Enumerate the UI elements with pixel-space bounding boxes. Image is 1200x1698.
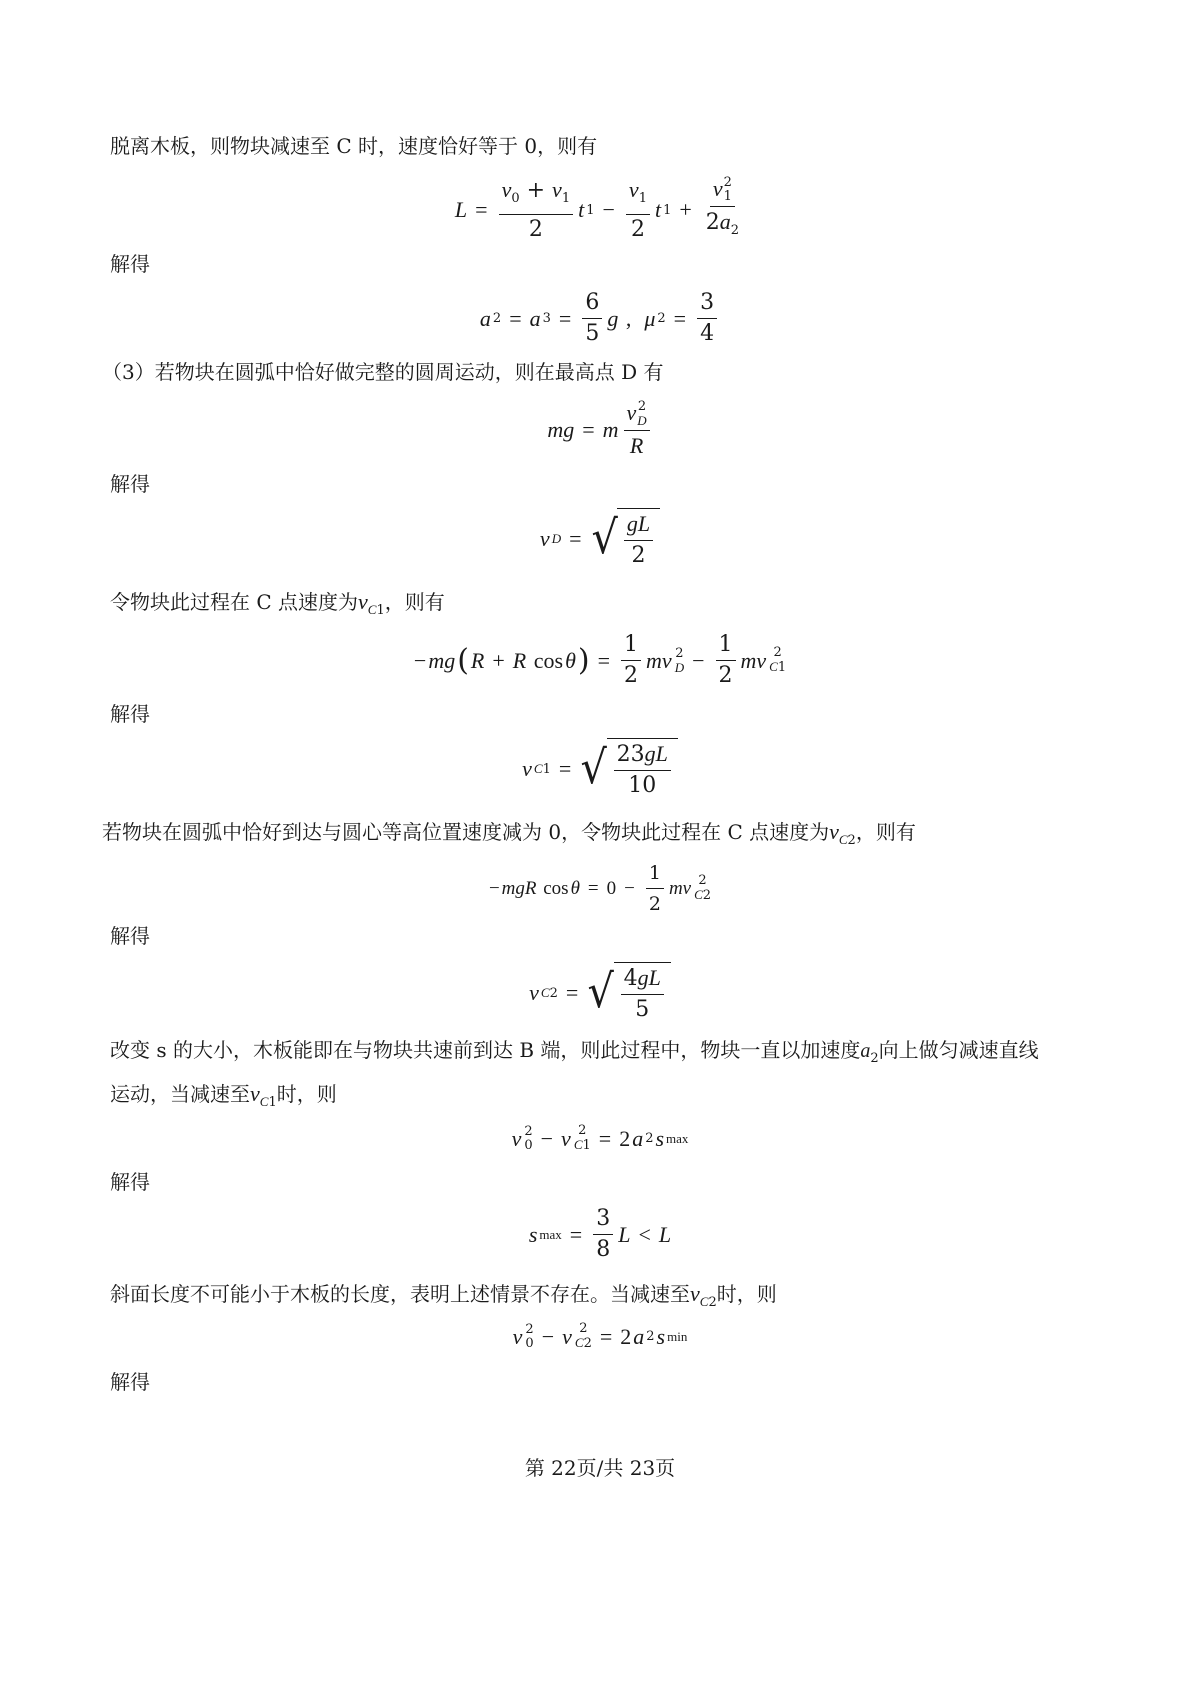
equation-smin: v 2 0 − v 2 C2 = 2 a 2 s min (512, 1321, 688, 1351)
equation-vd-result: v D = √ $\frac{gL}{2}$ (0, 508, 1200, 569)
equation-vc1-result: v C1 = √ $\frac{23gL}{10}$ (0, 738, 1200, 799)
paragraph-4: 解得 (110, 472, 150, 496)
paragraph-2: 解得 (110, 252, 150, 276)
paragraph-12: 斜面长度不可能小于木板的长度，表明上述情景不存在。当减速至$v_{C2}$时，则 (110, 1281, 777, 1310)
paragraph-3: （3）若物块在圆弧中恰好做完整的圆周运动，则在最高点 D 有 (102, 360, 664, 384)
paragraph-5-text-b: ，则有 (384, 590, 445, 614)
paragraph-13: 解得 (110, 1370, 150, 1394)
paragraph-10: 运动，当减速至$v_{C1}$时，则 (110, 1081, 337, 1110)
equation-acceleration-result: a 2 = a 3 = $\frac{6}{5}$ g , μ 2 = $\frac{3}{4}$ (0, 290, 1200, 347)
paragraph-9-text-b: 向上做匀减速直线 (878, 1038, 1039, 1062)
equation-board-length: L = $\frac{v_0 + v_1}{2}$ t 1 − $\frac{v_1}{2}$ t 1 + v 2 1 $2a_2$ (454, 175, 740, 242)
paragraph-11: 解得 (110, 1170, 150, 1194)
paragraph-5: 令物块此过程在 C 点速度为$v_{C1}$，则有 (110, 589, 445, 618)
page-footer: 第 22页/共 23页 (524, 1456, 676, 1480)
paragraph-7-text-b: ，则有 (855, 820, 916, 844)
paragraph-12-text-b: 时，则 (716, 1282, 777, 1306)
paragraph-9: 改变 s 的大小，木板能即在与物块共速前到达 B 端，则此过程中，物块一直以加速度$a_2$向上做匀减速直线 (110, 1038, 1039, 1066)
paragraph-8: 解得 (110, 924, 150, 948)
paragraph-10-text-b: 时，则 (276, 1082, 337, 1106)
paragraph-7-text-a: 若物块在圆弧中恰好到达与圆心等高位置速度减为 0，令物块此过程在 C 点速度为 (102, 820, 830, 844)
paragraph-10-text-a: 运动，当减速至 (110, 1082, 250, 1106)
equation-energy-half-circle: − mgR cos θ = 0 − $\frac{1}{2}$ mv 2 C2 (488, 862, 712, 915)
paragraph-7: 若物块在圆弧中恰好到达与圆心等高位置速度减为 0，令物块此过程在 C 点速度为$v_{C2}$，则有 (102, 819, 916, 848)
paragraph-6: 解得 (110, 702, 150, 726)
paragraph-5-text-a: 令物块此过程在 C 点速度为 (110, 590, 359, 614)
paragraph-1: 脱离木板，则物块减速至 C 时，速度恰好等于 0，则有 (110, 134, 598, 158)
equation-smax-result: s max = $\frac{3}{8}$ L < L (528, 1206, 672, 1262)
paragraph-9-text-a: 改变 s 的大小，木板能即在与物块共速前到达 B 端，则此过程中，物块一直以加速度 (110, 1038, 861, 1062)
equation-top-point-force: mg = m v 2 D R (0, 400, 1200, 460)
paragraph-12-text-a: 斜面长度不可能小于木板的长度，表明上述情景不存在。当减速至 (110, 1282, 690, 1306)
equation-vc2-result: v C2 = √ $\frac{4gL}{5}$ (0, 962, 1200, 1023)
equation-energy-full-circle: − mg ( R + R cos θ ) = $\frac{1}{2}$ mv 2 D − $\frac{1}{2}$ mv 2 C1 (413, 632, 787, 688)
equation-smax: v 2 0 − v 2 C1 = 2 a 2 s max (511, 1123, 689, 1153)
